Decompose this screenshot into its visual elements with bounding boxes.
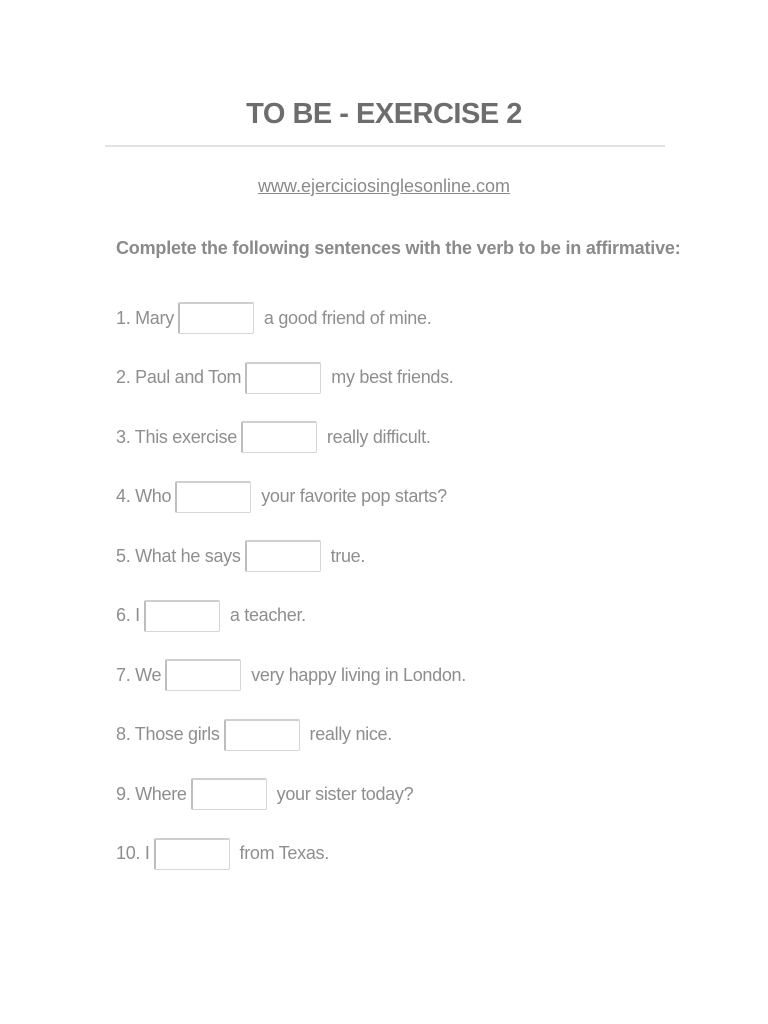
question-text-before: 7. We — [116, 664, 162, 685]
question-1 — [116, 300, 466, 336]
question-text-after: a good friend of mine. — [263, 307, 432, 328]
question-7 — [116, 657, 466, 693]
question-4 — [116, 479, 466, 515]
question-text-after: very happy living in London. — [251, 664, 466, 685]
question-text-after: from Texas. — [239, 843, 329, 863]
question-text-after: my best friends. — [331, 367, 454, 387]
answer-input-3[interactable] — [241, 421, 317, 453]
question-9 — [116, 776, 466, 812]
site-link[interactable]: www.ejerciciosinglesonline.com — [257, 176, 511, 196]
question-text-before: 4. Who — [116, 486, 172, 506]
question-text-before: 8. Those girls — [116, 724, 220, 744]
question-text-after: really nice. — [309, 724, 392, 744]
answer-input-4[interactable] — [175, 481, 251, 513]
answer-input-5[interactable] — [245, 540, 321, 572]
answer-input-7[interactable] — [165, 659, 241, 691]
question-10 — [116, 836, 466, 872]
instruction-text: Complete the following sentences with the verb to be in affirmative: — [116, 238, 681, 258]
question-text-after: really difficult. — [326, 426, 431, 447]
question-text-before: 3. This exercise — [116, 426, 237, 447]
question-text-after: true. — [330, 545, 366, 566]
question-text-after: your favorite pop starts? — [261, 486, 447, 506]
question-text-before: 9. Where — [116, 783, 187, 804]
question-8 — [116, 717, 466, 753]
answer-input-6[interactable] — [144, 600, 220, 632]
page-title: TO BE - EXERCISE 2 — [246, 98, 522, 130]
question-6 — [116, 598, 466, 634]
question-text-before: 10. I — [116, 843, 150, 863]
question-text-after: a teacher. — [229, 605, 306, 625]
question-text-before: 2. Paul and Tom — [116, 367, 242, 387]
question-text-before: 6. I — [116, 605, 140, 625]
question-5 — [116, 538, 466, 574]
question-text-before: 5. What he says — [116, 545, 241, 566]
question-text-before: 1. Mary — [116, 307, 174, 328]
question-text-after: your sister today? — [276, 783, 414, 804]
answer-input-2[interactable] — [245, 362, 321, 394]
answer-input-8[interactable] — [224, 719, 300, 751]
answer-input-1[interactable] — [178, 302, 254, 334]
title-divider — [105, 145, 665, 147]
question-2 — [116, 360, 466, 396]
answer-input-10[interactable] — [154, 838, 230, 870]
question-list — [116, 300, 466, 895]
answer-input-9[interactable] — [191, 778, 267, 810]
question-3 — [116, 419, 466, 455]
